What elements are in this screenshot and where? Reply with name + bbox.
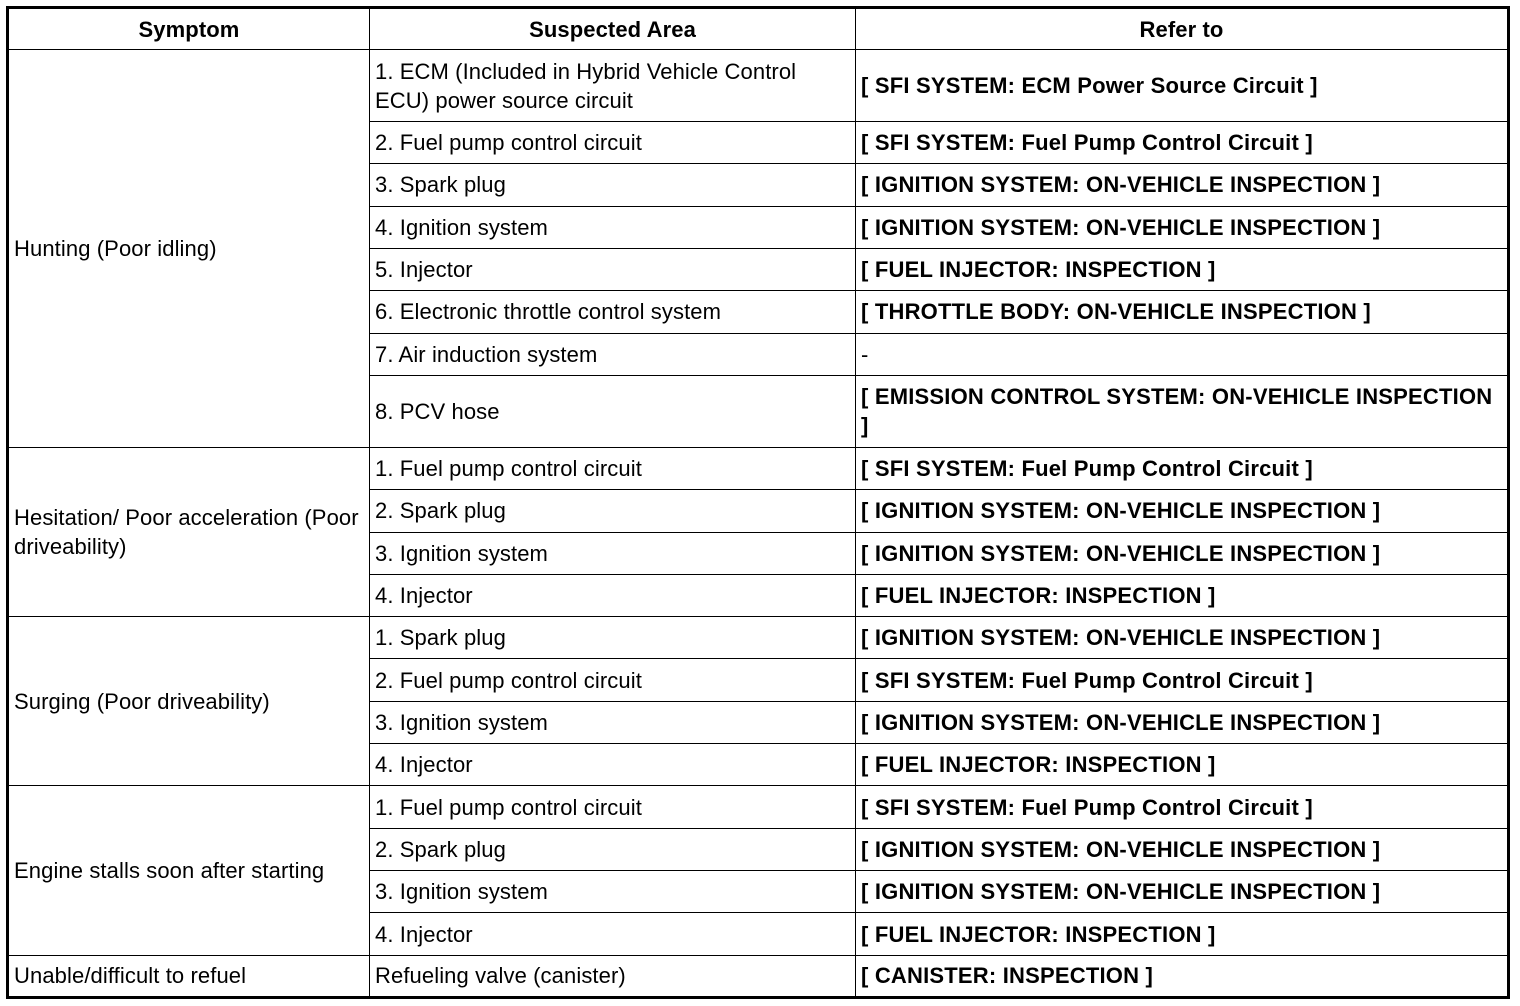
suspected-area-cell: 2. Spark plug bbox=[370, 490, 856, 532]
refer-to-link[interactable]: [ FUEL INJECTOR: INSPECTION ] bbox=[856, 248, 1509, 290]
symptom-table bbox=[6, 6, 1510, 999]
refer-to-link[interactable]: [ FUEL INJECTOR: INSPECTION ] bbox=[856, 744, 1509, 786]
table-row bbox=[8, 617, 1509, 659]
suspected-area-cell: 4. Injector bbox=[370, 744, 856, 786]
refer-to-link[interactable]: [ IGNITION SYSTEM: ON-VEHICLE INSPECTION ] bbox=[856, 701, 1509, 743]
refer-to-link[interactable]: [ IGNITION SYSTEM: ON-VEHICLE INSPECTION ] bbox=[856, 532, 1509, 574]
suspected-area-cell: 3. Spark plug bbox=[370, 164, 856, 206]
refer-to-link[interactable]: [ SFI SYSTEM: Fuel Pump Control Circuit ] bbox=[856, 447, 1509, 489]
symptom-cell: Unable/difficult to refuel bbox=[8, 955, 370, 997]
refer-to-link[interactable]: [ IGNITION SYSTEM: ON-VEHICLE INSPECTION ] bbox=[856, 206, 1509, 248]
refer-to-link[interactable]: [ IGNITION SYSTEM: ON-VEHICLE INSPECTION ] bbox=[856, 617, 1509, 659]
refer-to-link[interactable]: [ CANISTER: INSPECTION ] bbox=[856, 955, 1509, 997]
suspected-area-cell: 4. Injector bbox=[370, 574, 856, 616]
refer-to-link[interactable]: [ SFI SYSTEM: Fuel Pump Control Circuit ] bbox=[856, 122, 1509, 164]
suspected-area-cell: 3. Ignition system bbox=[370, 871, 856, 913]
suspected-area-cell: 8. PCV hose bbox=[370, 375, 856, 447]
suspected-area-cell: 7. Air induction system bbox=[370, 333, 856, 375]
suspected-area-cell: 1. Spark plug bbox=[370, 617, 856, 659]
suspected-area-cell: 1. ECM (Included in Hybrid Vehicle Control ECU) power source circuit bbox=[370, 50, 856, 122]
suspected-area-cell: 5. Injector bbox=[370, 248, 856, 290]
symptom-cell: Engine stalls soon after starting bbox=[8, 786, 370, 955]
refer-to-cell: - bbox=[856, 333, 1509, 375]
refer-to-link[interactable]: [ EMISSION CONTROL SYSTEM: ON-VEHICLE INSPECTION ] bbox=[856, 375, 1509, 447]
refer-to-link[interactable]: [ SFI SYSTEM: Fuel Pump Control Circuit ] bbox=[856, 659, 1509, 701]
suspected-area-cell: 1. Fuel pump control circuit bbox=[370, 447, 856, 489]
header-symptom: Symptom bbox=[8, 8, 370, 50]
table-row bbox=[8, 447, 1509, 489]
suspected-area-cell: 2. Spark plug bbox=[370, 828, 856, 870]
refer-to-link[interactable]: [ SFI SYSTEM: Fuel Pump Control Circuit ] bbox=[856, 786, 1509, 828]
header-suspected-area: Suspected Area bbox=[370, 8, 856, 50]
suspected-area-cell: 1. Fuel pump control circuit bbox=[370, 786, 856, 828]
refer-to-link[interactable]: [ IGNITION SYSTEM: ON-VEHICLE INSPECTION ] bbox=[856, 828, 1509, 870]
refer-to-link[interactable]: [ IGNITION SYSTEM: ON-VEHICLE INSPECTION ] bbox=[856, 164, 1509, 206]
table-row bbox=[8, 955, 1509, 997]
refer-to-link[interactable]: [ FUEL INJECTOR: INSPECTION ] bbox=[856, 913, 1509, 955]
suspected-area-cell: 4. Ignition system bbox=[370, 206, 856, 248]
symptom-cell: Surging (Poor driveability) bbox=[8, 617, 370, 786]
suspected-area-cell: 2. Fuel pump control circuit bbox=[370, 659, 856, 701]
refer-to-link[interactable]: [ IGNITION SYSTEM: ON-VEHICLE INSPECTION ] bbox=[856, 490, 1509, 532]
refer-to-link[interactable]: [ IGNITION SYSTEM: ON-VEHICLE INSPECTION ] bbox=[856, 871, 1509, 913]
suspected-area-cell: 6. Electronic throttle control system bbox=[370, 291, 856, 333]
refer-to-link[interactable]: [ FUEL INJECTOR: INSPECTION ] bbox=[856, 574, 1509, 616]
suspected-area-cell: Refueling valve (canister) bbox=[370, 955, 856, 997]
symptom-cell: Hesitation/ Poor acceleration (Poor driveability) bbox=[8, 447, 370, 616]
suspected-area-cell: 3. Ignition system bbox=[370, 701, 856, 743]
suspected-area-cell: 2. Fuel pump control circuit bbox=[370, 122, 856, 164]
table-row bbox=[8, 50, 1509, 122]
suspected-area-cell: 3. Ignition system bbox=[370, 532, 856, 574]
header-row bbox=[8, 8, 1509, 50]
table-row bbox=[8, 786, 1509, 828]
suspected-area-cell: 4. Injector bbox=[370, 913, 856, 955]
header-refer-to: Refer to bbox=[856, 8, 1509, 50]
refer-to-link[interactable]: [ THROTTLE BODY: ON-VEHICLE INSPECTION ] bbox=[856, 291, 1509, 333]
refer-to-link[interactable]: [ SFI SYSTEM: ECM Power Source Circuit ] bbox=[856, 50, 1509, 122]
symptom-cell: Hunting (Poor idling) bbox=[8, 50, 370, 448]
